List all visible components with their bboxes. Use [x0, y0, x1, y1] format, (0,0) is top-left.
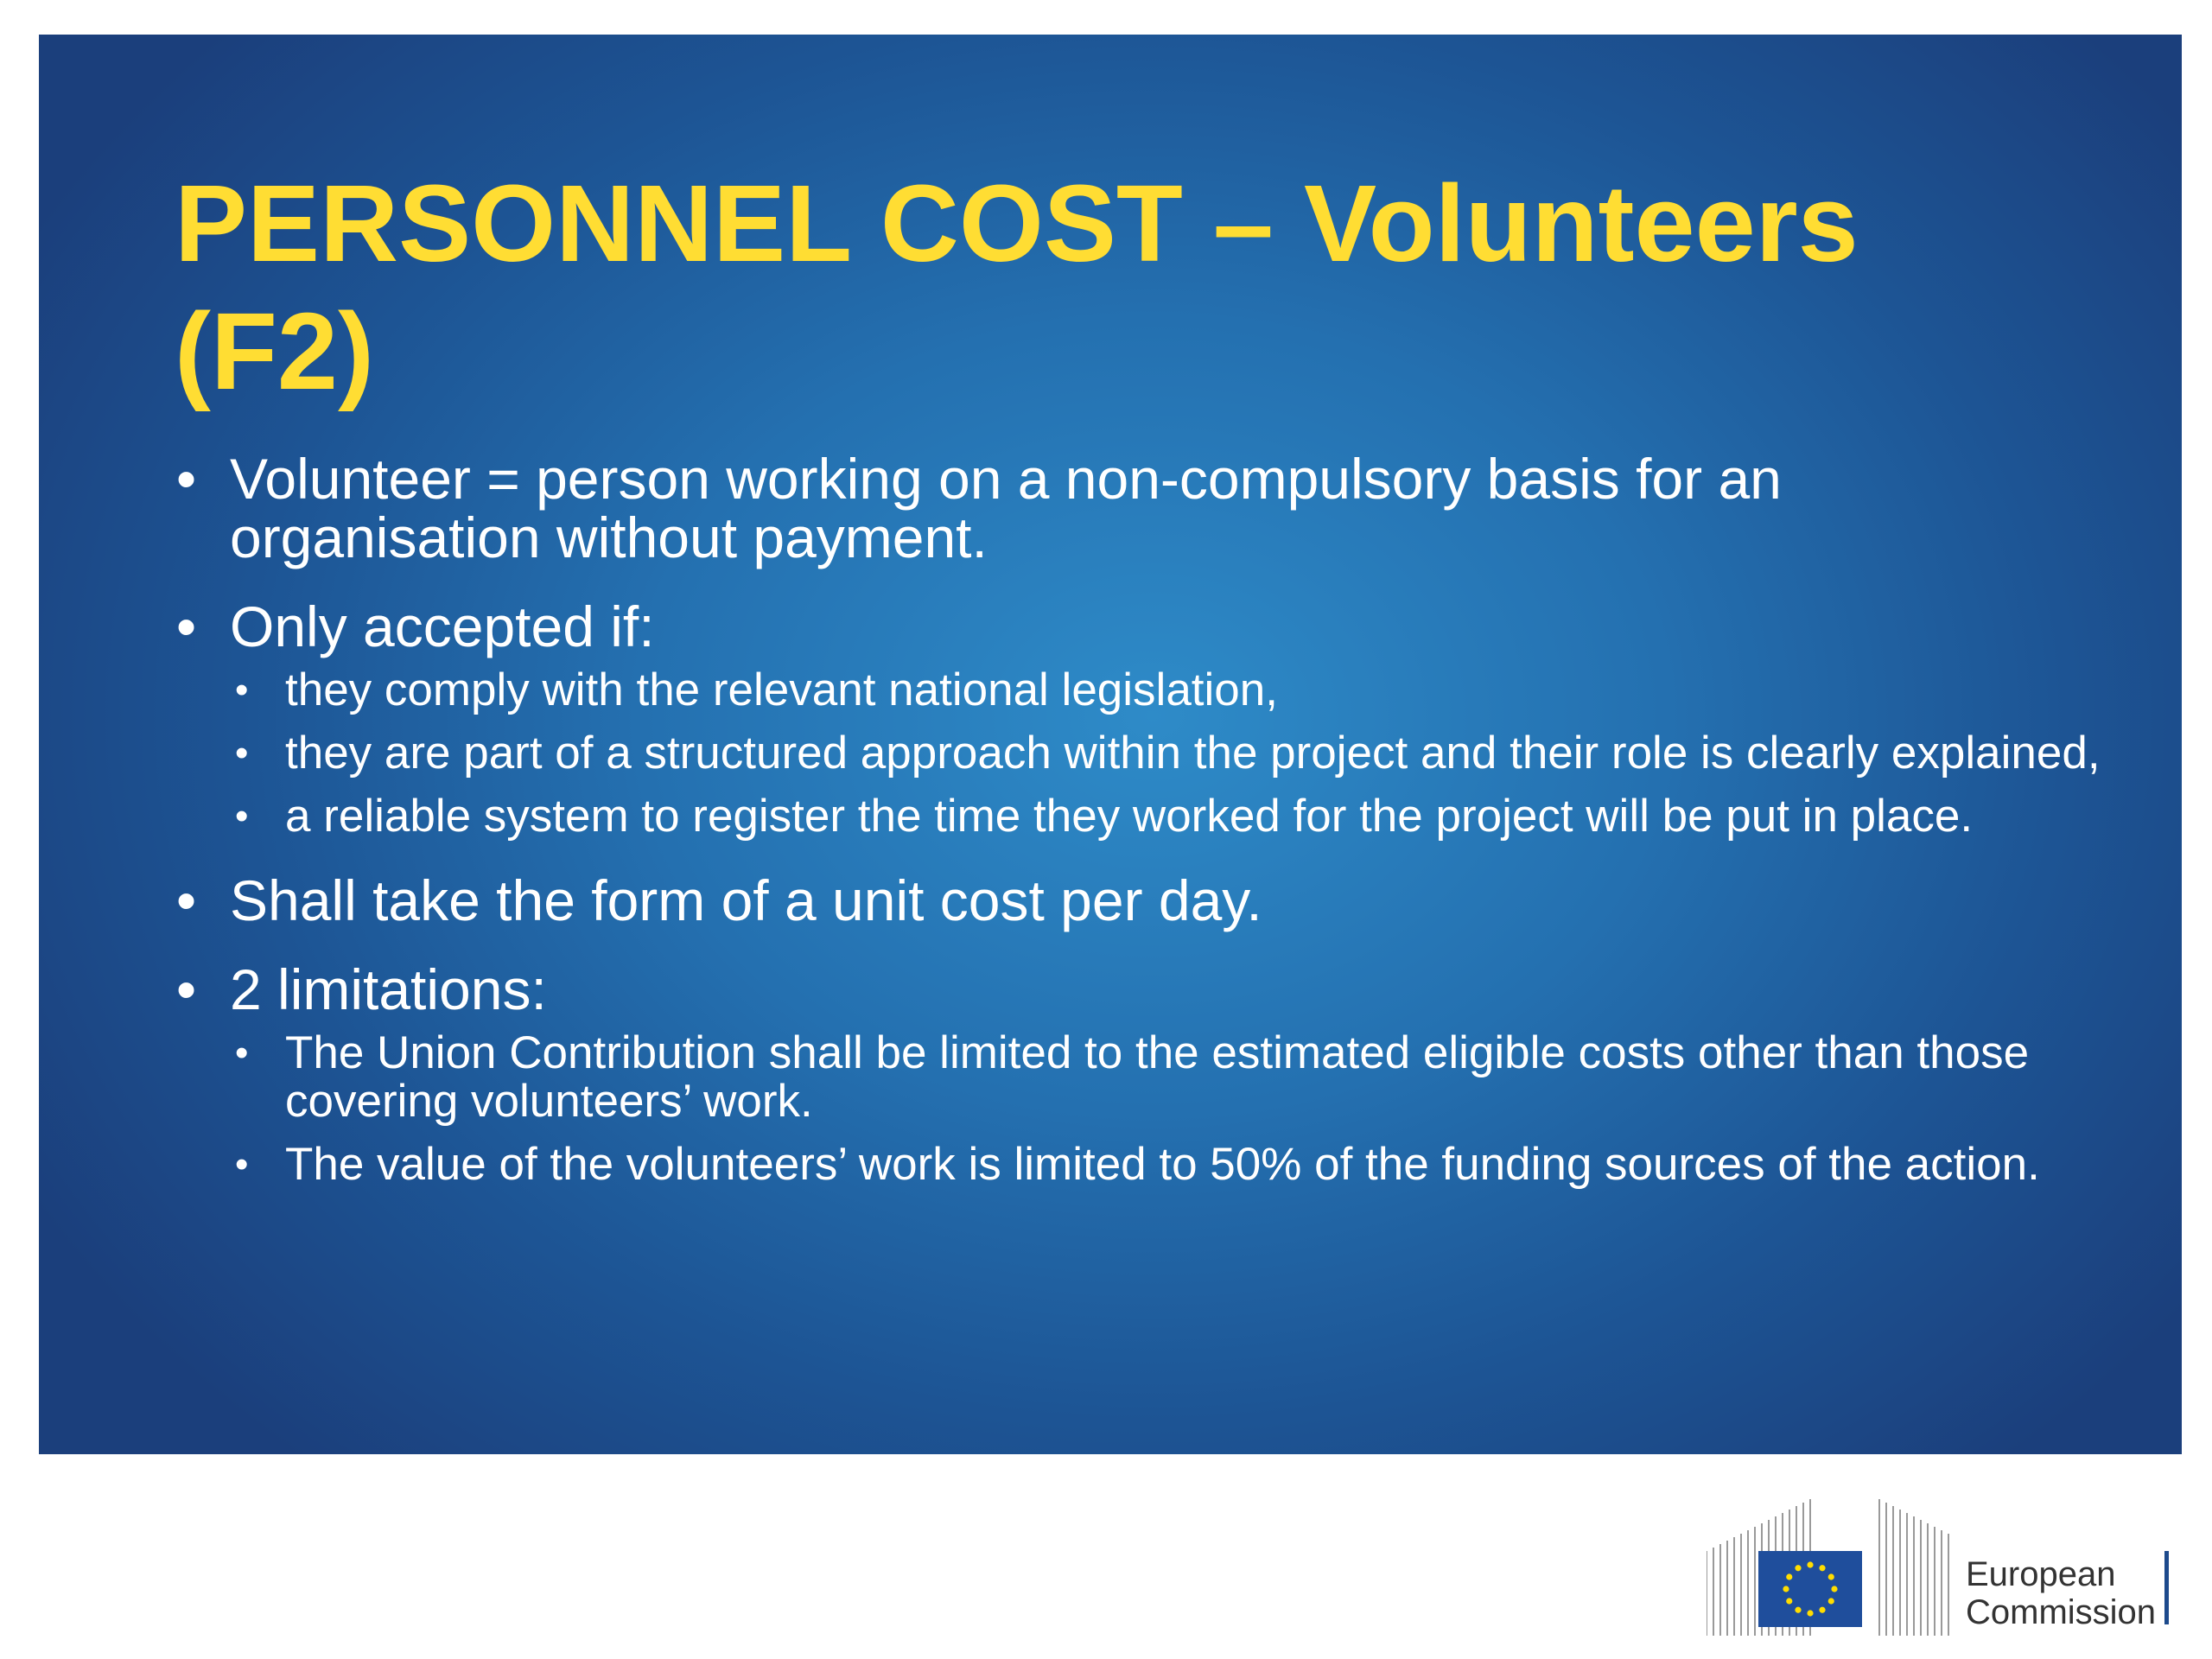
eu-star-icon [1795, 1607, 1801, 1613]
sub-bullet-text: The value of the volunteers’ work is limited to 50% of the funding sources of the action. [285, 1139, 2040, 1190]
sub-bullet-list [230, 666, 2101, 841]
slide [39, 35, 2182, 1454]
eu-star-icon [1786, 1573, 1792, 1580]
eu-star-icon [1828, 1573, 1834, 1580]
slide-title: PERSONNEL COST – Volunteers (F2) [175, 162, 1859, 412]
bullet-item [175, 449, 2101, 567]
eu-star-icon [1819, 1607, 1825, 1613]
sub-bullet-text: they comply with the relevant national legislation, [285, 664, 1278, 715]
eu-star-icon [1783, 1586, 1789, 1592]
eu-star-icon [1819, 1565, 1825, 1571]
sub-bullet-item [230, 666, 2101, 715]
eu-star-icon [1795, 1565, 1801, 1571]
bullet-text: Shall take the form of a unit cost per day. [230, 868, 1262, 932]
sub-bullet-text: a reliable system to register the time they worked for the project will be put in place. [285, 791, 1974, 842]
eu-star-icon [1831, 1586, 1837, 1592]
sub-bullet-list [230, 1029, 2101, 1189]
bullet-item [175, 594, 2101, 842]
logo-divider [2164, 1551, 2169, 1624]
eu-star-icon [1807, 1561, 1813, 1567]
eu-star-icon [1807, 1610, 1813, 1616]
sub-bullet-item [230, 792, 2101, 841]
eu-star-icon [1786, 1598, 1792, 1604]
eu-star-icon [1828, 1598, 1834, 1604]
bullet-text: 2 limitations: [230, 957, 547, 1021]
logo-line-european: European [1966, 1555, 2116, 1593]
building-lines-right-icon [1879, 1499, 1948, 1636]
sub-bullet-text: they are part of a structured approach within the project and their role is clearly explained, [285, 728, 2101, 779]
sub-bullet-item [230, 729, 2101, 778]
sub-bullet-item [230, 1029, 2101, 1126]
slide-content [175, 449, 2101, 1219]
logo-line-commission: Commission [1966, 1593, 2157, 1631]
bullet-text: Volunteer = person working on a non-compulsory basis for an organisation without payment. [230, 447, 1782, 569]
bullet-list [175, 449, 2101, 1189]
bullet-item [175, 957, 2101, 1190]
bullet-text: Only accepted if: [230, 594, 655, 658]
bullet-item [175, 868, 2101, 932]
logo-text [1966, 1555, 2156, 1631]
sub-bullet-item [230, 1141, 2101, 1189]
sub-bullet-text: The Union Contribution shall be limited to the estimated eligible costs other than those covering volunteers’ work. [285, 1027, 2030, 1127]
